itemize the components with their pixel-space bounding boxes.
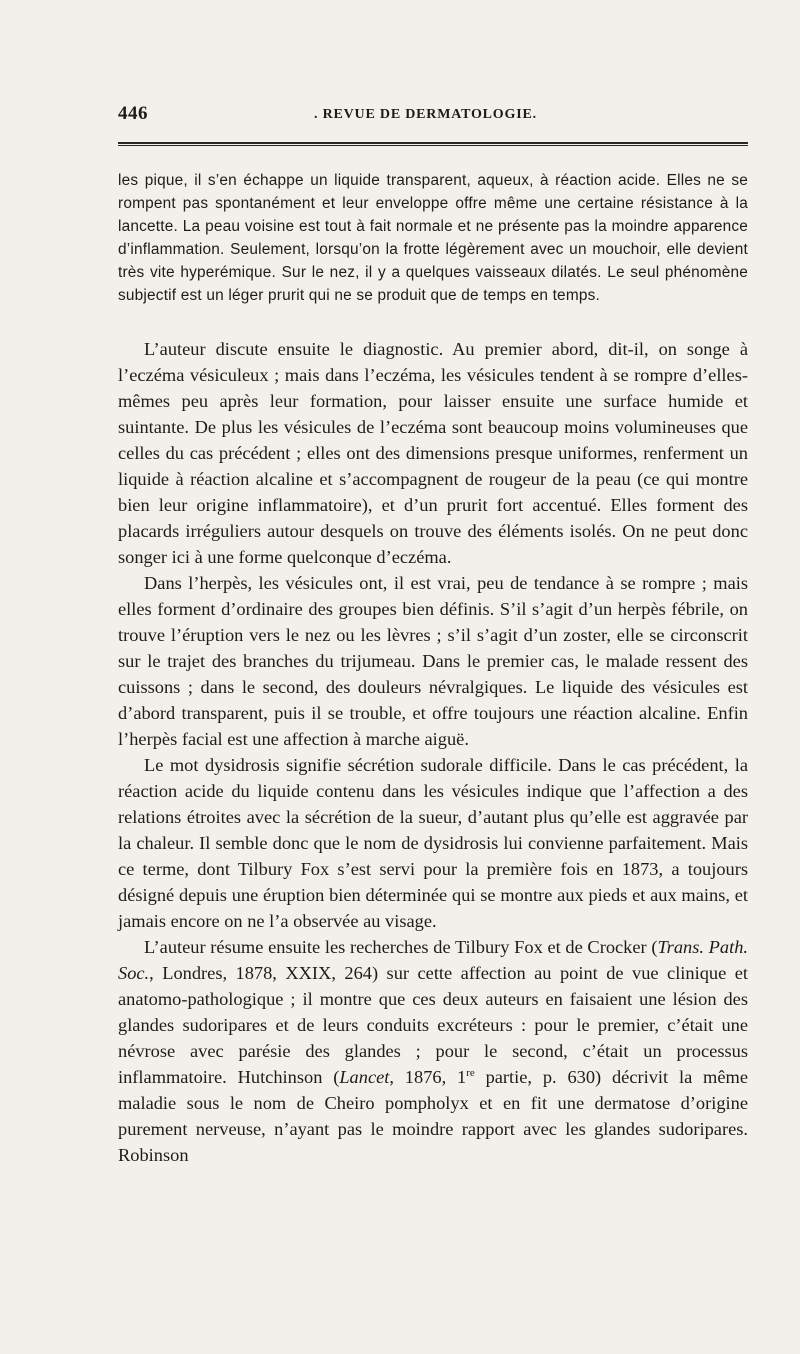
research-text-1: L’auteur résume ensuite les recherches de Tilbury Fox et de Crocker (	[144, 937, 658, 957]
running-head	[118, 103, 748, 133]
case-description-text: les pique, il s’en échappe un liquide transparent, aqueux, à réaction acide. Elles ne se rompent pas spontanément et leur enveloppe offre même une certaine résistance à la lancette. La peau voisine est tout à fait normale et ne présente pas la moindre apparence d’inflammation. Seulement, lorsqu’on la frotte légèrement avec un mouchoir, elle devient très vite hyperémique. Sur le nez, il y a quelques vaisseaux dilatés. Le seul phénomène subjectif est un léger prurit qui ne se produit que de temps en temps.	[118, 172, 748, 304]
header-rule	[118, 142, 748, 146]
citation-lancet: Lancet	[339, 1067, 390, 1087]
citation-trans-path-soc: Trans. Path. Soc.	[118, 937, 748, 983]
paragraph-herpes: Dans l’herpès, les vésicules ont, il est vrai, peu de tendance à se rompre ; mais elles forment d’ordinaire des groupes bien définis. S’il s’agit d’un herpès fébrile, on trouve l’éruption vers le nez ou les lèvres ; s’il s’agit d’un zoster, elle se circonscrit sur le trajet des branches du trijumeau. Dans le premier cas, le malade ressent des cuissons ; dans le second, des douleurs névralgiques. Le liquide des vésicules est d’abord transparent, puis il se trouble, et offre toujours une réaction alcaline. Enfin l’herpès facial est une affection à marche aiguë.	[118, 573, 748, 749]
page-number: 446	[118, 103, 148, 124]
ordinal-superscript: re	[466, 1066, 475, 1079]
research-text-2: , Londres, 1878, XXIX, 264) sur cette affection au point de vue clinique et anatomo-pathologique ; il montre que ces deux auteurs en faisaient une lésion des glandes sudoripares et de leurs conduits excréteurs : pour le premier, c’était une névrose avec parésie des glandes ; pour le second, c’était un processus inflammatoire. Hutchinson (	[118, 963, 748, 1087]
journal-title: . REVUE DE DERMATOLOGIE.	[314, 107, 537, 122]
research-text-4: partie, p. 630) décrivit la même maladie sous le nom de Cheiro pompholyx et en fit une dermatose d’origine purement nerveuse, n’ayant pas le moindre rapport avec les glandes sudoripares. Robinson	[118, 1067, 748, 1165]
main-text	[118, 336, 748, 1168]
paragraph-diagnosis: L’auteur discute ensuite le diagnostic. Au premier abord, dit-il, on songe à l’eczéma vésiculeux ; mais dans l’eczéma, les vésicules tendent à se rompre d’elles-mêmes peu après leur formation, pour laisser ensuite une surface humide et suintante. De plus les vésicules de l’eczéma sont beaucoup moins volumineuses que celles du cas précédent ; elles ont des dimensions presque uniformes, renferment un liquide à réaction alcaline et s’accompagnent de rougeur de la peau (ce qui montre bien leur origine inflammatoire), et d’un prurit fort accentué. Elles forment des placards irréguliers autour desquels on trouve des éléments isolés. On ne peut donc songer ici à une forme quelconque d’eczéma.	[118, 339, 748, 567]
research-text-3: , 1876, 1	[389, 1067, 467, 1087]
paragraph-dysidrosis: Le mot dysidrosis signifie sécrétion sudorale difficile. Dans le cas précédent, la réaction acide du liquide contenu dans les vésicules indique que l’affection a des relations étroites avec la sécrétion de la sueur, d’autant plus qu’elle est aggravée par la chaleur. Il semble donc que le nom de dysidrosis lui convienne parfaitement. Mais ce terme, dont Tilbury Fox s’est servi pour la première fois en 1873, a toujours désigné depuis une éruption bien déterminée qui se montre aux pieds et aux mains, et jamais encore on ne l’a observée au visage.	[118, 755, 748, 931]
paragraph-research	[118, 934, 748, 1168]
